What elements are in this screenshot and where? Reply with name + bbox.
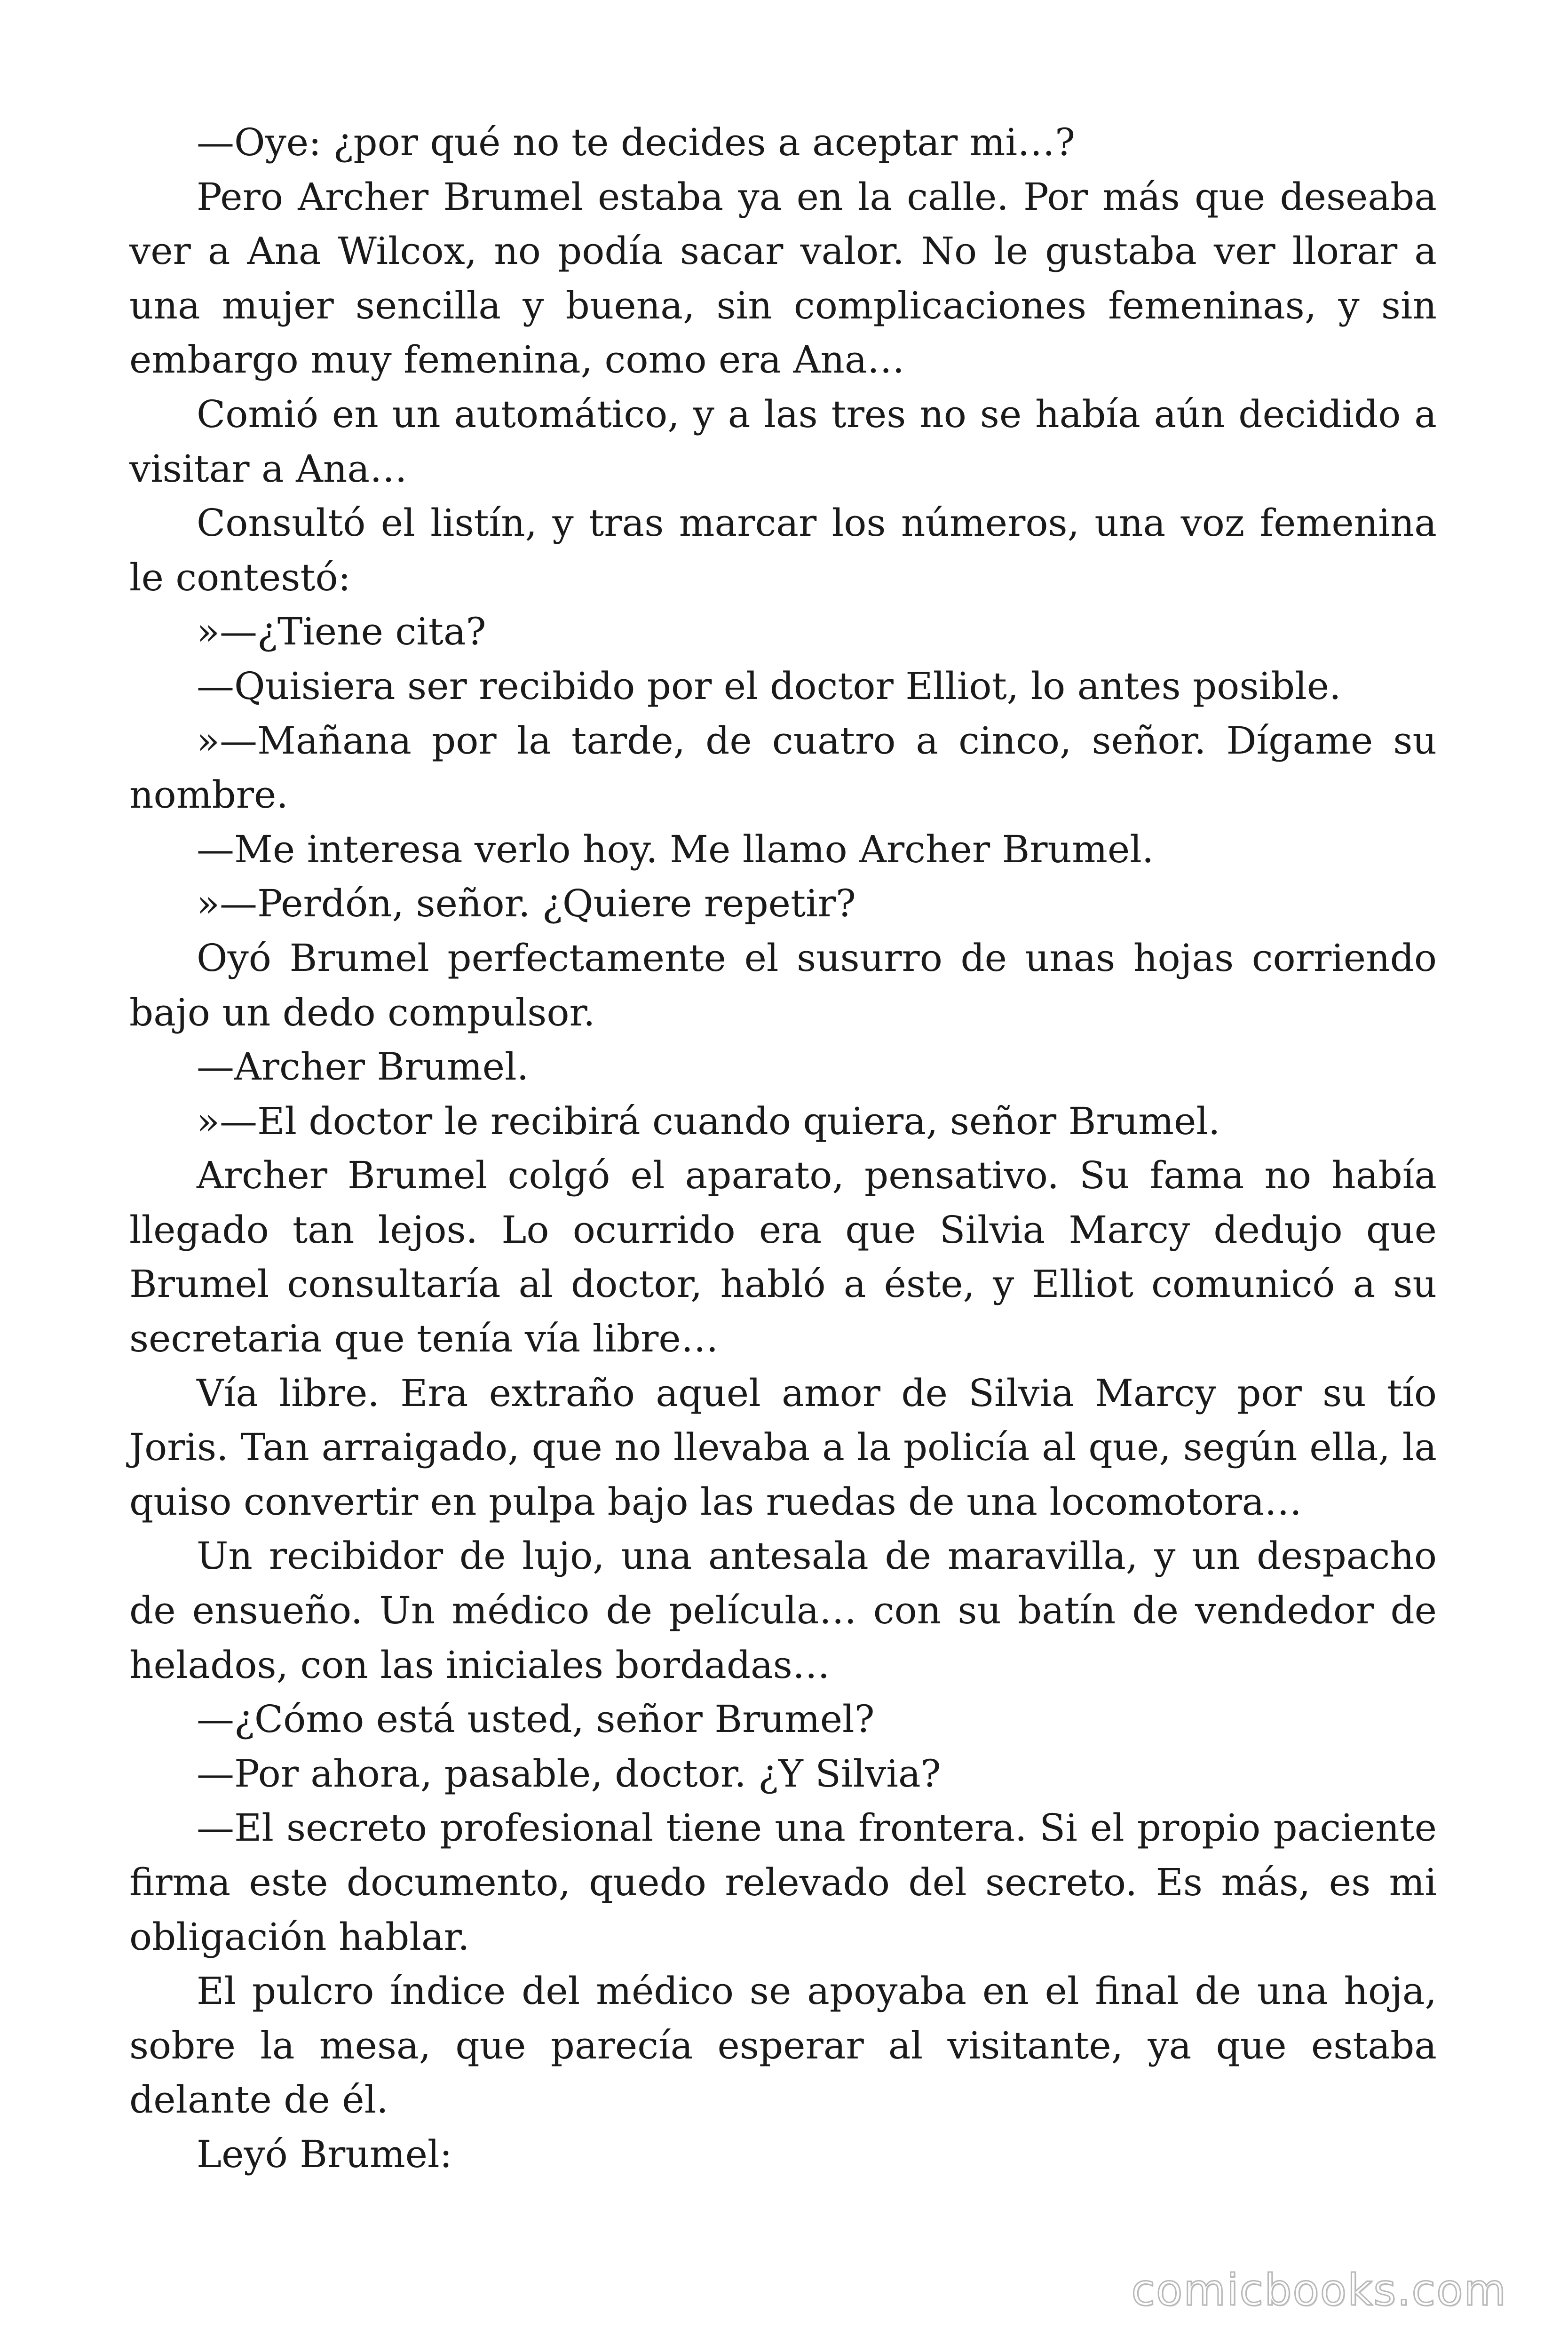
paragraph: Pero Archer Brumel estaba ya en la calle. Por más que deseaba ver a Ana Wilcox, no podía sacar valor. No le gustaba ver llorar a una mujer sencilla y buena, sin complicaciones femeninas, y sin embargo muy femenina, como era Ana… bbox=[129, 175, 1437, 382]
paragraph: Leyó Brumel: bbox=[197, 2132, 452, 2176]
paragraph: El pulcro índice del médico se apoyaba en el final de una hoja, sobre la mesa, que parecía esperar al visitante, ya que estaba delante de él. bbox=[129, 1969, 1437, 2122]
paragraph: —¿Cómo está usted, señor Brumel? bbox=[197, 1697, 875, 1741]
paragraph: »—¿Tiene cita? bbox=[197, 610, 486, 654]
paragraph: Un recibidor de lujo, una antesala de maravilla, y un despacho de ensueño. Un médico de película… con su batín de vendedor de helados, con las iniciales bordadas… bbox=[129, 1534, 1437, 1687]
paragraph: —Quisiera ser recibido por el doctor Elliot, lo antes posible. bbox=[197, 664, 1341, 708]
book-page-text bbox=[129, 115, 1437, 2182]
watermark: comicbooks.com bbox=[1131, 2265, 1507, 2315]
paragraph: »—El doctor le recibirá cuando quiera, señor Brumel. bbox=[197, 1099, 1220, 1143]
paragraph: »—Perdón, señor. ¿Quiere repetir? bbox=[197, 882, 856, 926]
paragraph: —Me interesa verlo hoy. Me llamo Archer Brumel. bbox=[197, 827, 1154, 871]
paragraph: —Archer Brumel. bbox=[197, 1045, 529, 1089]
paragraph: —Por ahora, pasable, doctor. ¿Y Silvia? bbox=[197, 1751, 941, 1796]
paragraph: Vía libre. Era extraño aquel amor de Silvia Marcy por su tío Joris. Tan arraigado, que no llevaba a la policía al que, según ella, la quiso convertir en pulpa bajo las ruedas de una locomotora… bbox=[129, 1371, 1437, 1524]
paragraph: —Oye: ¿por qué no te decides a aceptar mi…? bbox=[197, 120, 1076, 164]
paragraph: —El secreto profesional tiene una frontera. Si el propio paciente firma este documento, quedo relevado del secreto. Es más, es mi obligación hablar. bbox=[129, 1806, 1437, 1959]
paragraph: Oyó Brumel perfectamente el susurro de unas hojas corriendo bajo un dedo compulsor. bbox=[129, 936, 1437, 1034]
paragraph: Consultó el listín, y tras marcar los números, una voz femenina le contestó: bbox=[129, 501, 1437, 599]
paragraph: Comió en un automático, y a las tres no se había aún decidido a visitar a Ana… bbox=[129, 392, 1437, 491]
paragraph: Archer Brumel colgó el aparato, pensativo. Su fama no había llegado tan lejos. Lo ocurrido era que Silvia Marcy dedujo que Brumel consultaría al doctor, habló a éste, y Elliot comunicó a su secretaria que tenía vía libre… bbox=[129, 1153, 1437, 1361]
paragraph: »—Mañana por la tarde, de cuatro a cinco, señor. Dígame su nombre. bbox=[129, 718, 1437, 817]
